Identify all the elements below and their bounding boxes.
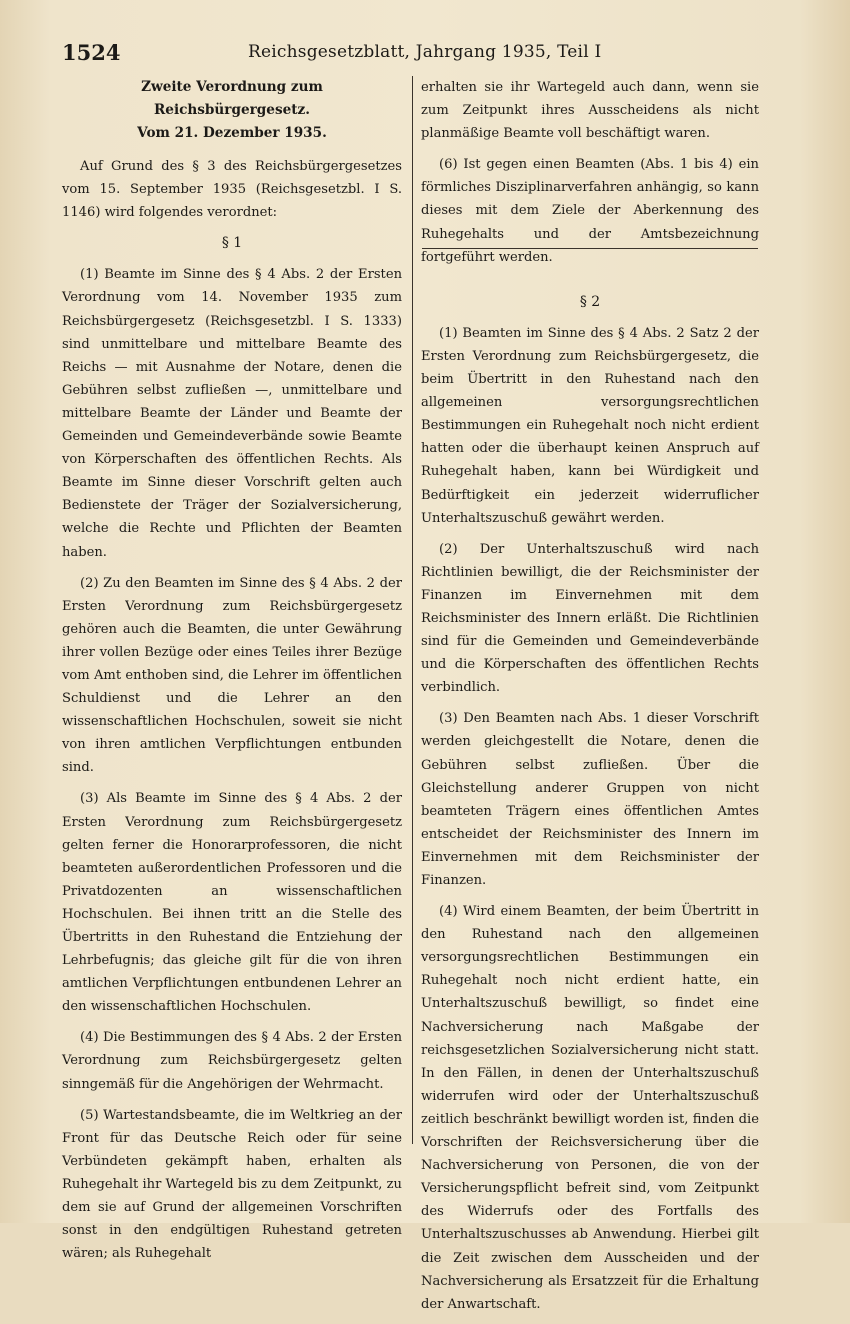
- ordinance-title: Zweite Verordnung zum Reichsbürgergesetz.: [141, 79, 323, 118]
- section-1-paragraph-2: (2) Zu den Beamten im Sinne des § 4 Abs. 2 der Ersten Verordnung zum Reichsbürgergesetz gehören auch die Beamten, die unter Gewährung ihrer vollen Bezüge oder eines Teiles ihrer Bezüge vom Amt enthoben sind, die Lehrer im öffentlichen Schuldienst und die Lehrer an den wissenschaftlichen Hochschulen, soweit sie nicht von ihren amtlichen Verpflichtungen entbunden sind.: [62, 575, 402, 776]
- section-1-paragraph-4: (4) Die Bestimmungen des § 4 Abs. 2 der Ersten Verordnung zum Reichsbürgergesetz gelten sinngemäß für die Angehörigen der Wehrmacht.: [62, 1030, 402, 1092]
- section-1-paragraph-3: (3) Als Beamte im Sinne des § 4 Abs. 2 der Ersten Verordnung zum Reichsbürgergesetz gelten ferner die Honorarprofessoren, die nicht beamteten außerordentlichen Professoren und die Privatdozenten an wissenschaftlichen Hochschulen. Bei ihnen tritt an die Stelle des Übertritts in den Ruhestand die Entziehung der Lehrbefugnis; das gleiche gilt für die von ihren amtlichen Verpflichtungen entbundenen Lehrer an den wissenschaftlichen Hochschulen.: [62, 791, 402, 1015]
- section-2-paragraph-2: (2) Der Unterhaltszuschuß wird nach Richtlinien bewilligt, die der Reichsminister der Finanzen im Einvernehmen mit dem Reichsminister des Innern erläßt. Die Richtlinien sind für die Gemeinden und Gemeindeverbände und die Körperschaften des öffentlichen Rechts verbindlich.: [421, 541, 759, 696]
- right-column: [421, 76, 759, 1324]
- section-2-paragraph-4: (4) Wird einem Beamten, der beim Übertritt in den Ruhestand nach den allgemeinen versorgungsrechtlichen Bestimmungen ein Ruhegehalt noch nicht erdient hatte, ein Unterhaltszuschuß bewilligt, so findet eine Nachversicherung nach Maßgabe der reichsgesetzlichen Sozialversicherung nicht statt. In den Fällen, in denen der Unterhaltszuschuß widerrufen wird oder der Unterhaltszuschuß zeitlich beschränkt bewilligt worden ist, finden die Vorschriften der Reichsversicherung über die Nachversicherung von Personen, die von der Versicherungspflicht befreit sind, vom Zeitpunkt des Widerrufs oder des Fortfalls des Unterhaltszuschusses ab Anwendung. Hierbei gilt die Zeit zwischen dem Ausscheiden und der Nachversicherung als Ersatzzeit für die Erhaltung der Anwartschaft.: [421, 904, 759, 1312]
- section-2-paragraph-3: (3) Den Beamten nach Abs. 1 dieser Vorschrift werden gleichgestellt die Notare, denen die Gebühren selbst zufließen. Über die Gleichstellung anderer Gruppen von nicht beamteten Trägern eines öffentlichen Amtes entscheidet der Reichsminister des Innern im Einvernehmen mit dem Reichsminister der Finanzen.: [421, 711, 759, 888]
- page-number: 1524: [62, 40, 121, 65]
- page-header: [62, 40, 802, 70]
- running-head: Reichsgesetzblatt, Jahrgang 1935, Teil I: [248, 42, 602, 62]
- section-1-paragraph-6: (6) Ist gegen einen Beamten (Abs. 1 bis 4) ein förmliches Disziplinarverfahren anhängig, so kann dieses mit dem Ziele der Aberkennung des Ruhegehalts und der Amtsbezeichnung fortgeführt werden.: [421, 157, 759, 265]
- left-column: [62, 76, 402, 1273]
- preamble: Auf Grund des § 3 des Reichsbürgergesetzes vom 15. September 1935 (Reichsgesetzbl. I S. 1146) wird folgendes verordnet:: [62, 159, 402, 221]
- section-2-paragraph-1: (1) Beamten im Sinne des § 4 Abs. 2 Satz 2 der Ersten Verordnung zum Reichsbürgergesetz, die beim Übertritt in den Ruhestand nach den allgemeinen versorgungsrechtlichen Bestimmungen ein Ruhegehalt noch nicht erdient hatten oder die überhaupt keinen Anspruch auf Ruhegehalt haben, kann bei Würdigkeit und Bedürftigkeit ein jederzeit widerruflicher Unterhaltszuschuß gewährt werden.: [421, 325, 759, 526]
- section-1-paragraph-1: (1) Beamte im Sinne des § 4 Abs. 2 der Ersten Verordnung vom 14. November 1935 zum Reichsbürgergesetz (Reichsgesetzbl. I S. 1333) sind unmittelbare und mittelbare Beamte des Reichs — mit Ausnahme der Notare, denen die Gebühren selbst zufließen —, unmittelbare und mittelbare Beamte der Länder und Beamte der Gemeinden und Gemeindeverbände sowie Beamte von Körperschaften des öffentlichen Rechts. Als Beamte im Sinne dieser Vorschrift gelten auch Bedienstete der Träger der Sozialversicherung, welche die Rechte und Pflichten der Beamten haben.: [62, 267, 402, 560]
- section-1-paragraph-5: (5) Wartestandsbeamte, die im Weltkrieg an der Front für das Deutsche Reich oder für seine Verbündeten gekämpft haben, erhalten als Ruhegehalt ihr Wartegeld bis zu dem Zeitpunkt, zu dem sie auf Grund der allgemeinen Vorschriften sonst in den endgültigen Ruhestand getreten wären; als Ruhegehalt: [62, 1107, 402, 1262]
- section-1-paragraph-5-continued: erhalten sie ihr Wartegeld auch dann, wenn sie zum Zeitpunkt ihres Ausscheidens als nicht planmäßige Beamte voll beschäftigt waren.: [421, 80, 759, 142]
- ordinance-date: Vom 21. Dezember 1935.: [137, 125, 327, 141]
- section-1-heading: § 1: [221, 235, 243, 252]
- section-2-heading: § 2: [579, 293, 601, 310]
- column-divider: [412, 76, 413, 1144]
